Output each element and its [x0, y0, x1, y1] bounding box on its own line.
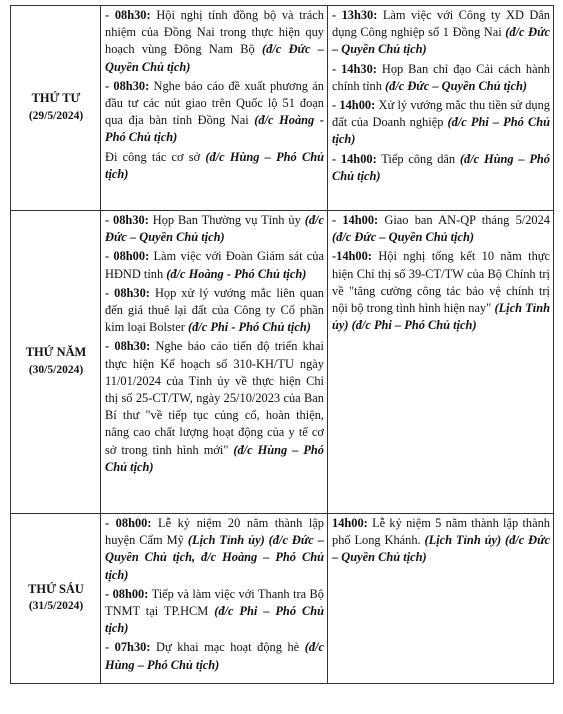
item-time: 14h00:	[332, 516, 368, 530]
item-text: Giao ban AN-QP tháng 5/2024	[378, 213, 550, 227]
item-person: (Lịch Tỉnh ủy) (đ/c Đức – Quyền Chủ tịch)	[332, 533, 550, 565]
item-person: (đ/c Đức – Quyền Chủ tịch)	[332, 25, 550, 57]
item-person: (đ/c Đức – Quyền Chủ tịch)	[385, 78, 527, 93]
item-time: - 14h00:	[332, 213, 379, 227]
day-row-wednesday	[11, 6, 554, 211]
item-text: Xử lý vướng mắc thu tiền sử dụng đất của Doanh nghiệp	[332, 98, 550, 130]
day-cell	[11, 211, 101, 514]
item-time: - 08h30:	[105, 213, 149, 227]
schedule-table	[10, 5, 554, 684]
day-row-thursday	[11, 211, 554, 514]
day-date: (31/5/2024)	[28, 600, 84, 612]
morning-cell	[101, 514, 328, 684]
item-person: (đ/c Phi - Phó Chủ tịch)	[187, 320, 311, 335]
item-time: - 08h30:	[105, 78, 150, 93]
day-date: (30/5/2024)	[28, 363, 84, 376]
afternoon-cell	[328, 6, 554, 211]
schedule-item	[332, 61, 550, 95]
item-text: Làm việc với Đoàn Giám sát của HĐND tỉnh	[105, 249, 324, 281]
item-time: - 08h00:	[105, 249, 150, 264]
item-time: - 08h00:	[105, 516, 152, 530]
item-person: (đ/c Đức – Quyền Chủ tịch)	[105, 213, 324, 245]
item-time: - 14h00:	[332, 151, 377, 166]
morning-cell	[101, 211, 328, 514]
item-person: (đ/c Hoàng - Phó Chủ tịch)	[166, 266, 307, 281]
schedule-item	[105, 586, 324, 638]
item-time: -14h00:	[332, 249, 372, 264]
item-text: Nghe báo cáo đề xuất phương án đầu tư các nút giao trên Quốc lộ 51 đoạn qua địa bàn tỉnh Đồng Nai	[105, 78, 324, 128]
schedule-item	[332, 97, 550, 149]
item-person: (Lịch Tỉnh ủy) (đ/c Phi – Phó Chủ tịch)	[332, 301, 551, 333]
item-text: Nghe báo cáo tiến độ triển khai thực hiện Kế hoạch số 310-KH/TU ngày 11/01/2024 của Tỉnh ủy về thực hiện Chỉ thị số 25-CT/TW, ngày 25/10/2023 của Ban Bí thư "về tiếp tục củng cố, hoàn thiện, nâng cao chất lượng hoạt động của y tế cơ sở trong tình hình mới"	[105, 339, 324, 457]
item-text: Họp Ban Thường vụ Tỉnh ủy	[148, 213, 305, 227]
item-text: Họp Ban chỉ đạo Cải cách hành chính tỉnh	[332, 61, 550, 93]
item-time: - 14h00:	[332, 98, 376, 113]
item-person: (đ/c Hùng – Phó Chủ tịch)	[332, 151, 550, 183]
item-person: (đ/c Phi – Phó Chủ tịch)	[105, 604, 324, 636]
afternoon-cell	[328, 211, 554, 514]
schedule-item	[332, 151, 550, 185]
item-time: - 08h30:	[105, 285, 150, 300]
item-time: - 08h30:	[105, 8, 151, 22]
day-name: THỨ TƯ	[31, 91, 81, 106]
item-text: Làm việc với Công ty XD Dân dụng Công nghiệp số 1 Đồng Nai	[332, 8, 550, 40]
item-person: (đ/c Hùng – Phó Chủ tịch)	[105, 640, 324, 672]
schedule-item	[332, 248, 550, 334]
item-person: (đ/c Đức – Quyền Chủ tịch)	[105, 42, 324, 74]
item-person: (đ/c Đức – Quyền Chủ tịch)	[332, 230, 474, 245]
item-time: - 07h30:	[105, 640, 151, 655]
morning-cell	[101, 6, 328, 211]
item-text: Dự khai mạc hoạt động hè	[150, 640, 305, 655]
item-time: - 08h30:	[105, 339, 151, 354]
schedule-item	[332, 515, 550, 567]
schedule-item	[332, 212, 550, 246]
schedule-item	[105, 338, 324, 476]
item-person: (đ/c Hoàng - Phó Chủ tịch)	[105, 113, 324, 145]
item-person: (đ/c Hùng – Phó Chủ tịch)	[105, 149, 324, 181]
schedule-item	[105, 149, 324, 183]
item-text: Họp xử lý vướng mắc liên quan đến giá thuê lại đất của Công ty Cổ phần kim loại Bolster	[105, 285, 324, 335]
item-time: - 13h30:	[332, 8, 378, 22]
schedule-item	[105, 639, 324, 673]
item-text: Hội nghị tính đồng bộ và trách nhiệm của Đồng Nai trong thực hiện quy hoạch vùng Đông Nam Bộ	[105, 8, 324, 57]
item-person: (đ/c Phi – Phó Chủ tịch)	[332, 115, 550, 147]
item-time: - 14h30:	[332, 61, 377, 76]
day-row-friday	[11, 514, 554, 684]
day-date: (29/5/2024)	[28, 109, 84, 122]
item-time: - 08h00:	[105, 586, 149, 601]
schedule-item	[105, 212, 324, 246]
item-text: Tiếp công dân	[376, 151, 460, 166]
item-person: (đ/c Hùng – Phó Chủ tịch)	[105, 442, 324, 474]
item-text: Lễ kỷ niệm 20 năm thành lập huyện Cẩm Mỹ	[105, 516, 324, 548]
item-text: Hội nghị tổng kết 10 năm thực hiện Chỉ thị số 39-CT/TW của Bộ Chính trị về "tăng cường công tác bảo vệ chính trị nội bộ trong tình hình hiện nay"	[332, 249, 550, 316]
schedule-item	[105, 285, 324, 337]
day-name: THỨ SÁU	[28, 581, 84, 596]
schedule-item	[332, 7, 550, 59]
schedule-item	[105, 7, 324, 76]
afternoon-cell	[328, 514, 554, 684]
item-text: Lễ kỷ niệm 5 năm thành lập thành phố Long Khánh.	[332, 516, 550, 548]
day-name: THỨ NĂM	[25, 345, 87, 360]
schedule-item	[105, 515, 324, 584]
day-cell	[11, 6, 101, 211]
schedule-item	[105, 78, 324, 147]
item-text: Tiếp và làm việc với Thanh tra Bộ TNMT tại TP.HCM	[105, 586, 324, 619]
day-cell	[11, 514, 101, 684]
schedule-item	[105, 248, 324, 282]
item-text: Đi công tác cơ sở	[105, 149, 206, 164]
item-person: (Lịch Tỉnh ủy) (đ/c Đức – Quyền Chủ tịch, đ/c Hoàng – Phó Chủ tịch)	[105, 533, 324, 582]
